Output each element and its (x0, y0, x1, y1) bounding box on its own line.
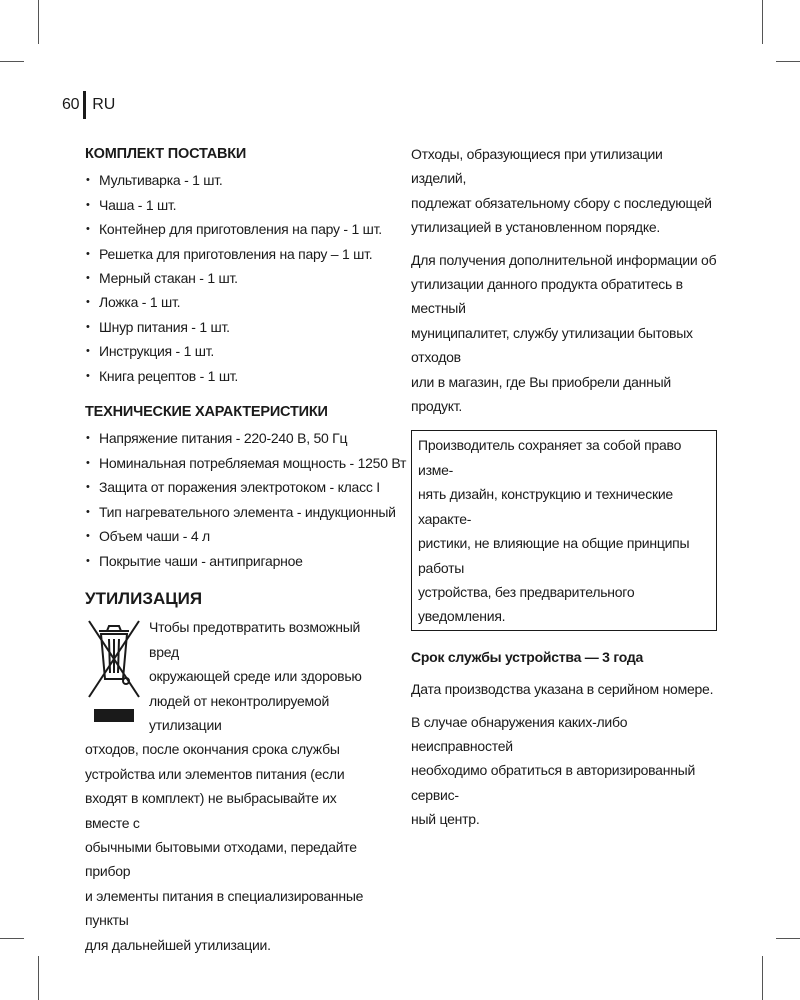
delivery-title: КОМПЛЕКТ ПОСТАВКИ (85, 146, 247, 162)
crop-mark (0, 61, 24, 62)
malfunction-paragraph: В случае обнаружения каких-либо неисправностей необходимо обратиться в авторизированный сервис- ный центр. (411, 713, 696, 828)
list-item: • Напряжение питания - 220-240 В, 50 Гц (85, 426, 383, 450)
header-divider (83, 91, 86, 119)
crop-mark (762, 956, 763, 1000)
crop-mark (38, 956, 39, 1000)
left-column (85, 142, 407, 957)
list-item: • Мультиварка - 1 шт. (85, 168, 383, 192)
list-item: • Шнур питания - 1 шт. (85, 315, 383, 339)
list-item: • Покрытие чаши - антипригарное (85, 549, 383, 573)
weee-bar (94, 709, 134, 722)
list-item: • Чаша - 1 шт. (85, 193, 383, 217)
disposal-block (85, 615, 383, 957)
crossed-out-wheelie-bin-icon (85, 617, 141, 731)
list-item: • Ложка - 1 шт. (85, 290, 383, 314)
list-item: • Книга рецептов - 1 шт. (85, 364, 383, 388)
list-item: • Мерный стакан - 1 шт. (85, 266, 383, 290)
crop-mark (776, 938, 800, 939)
info-paragraph: Для получения дополнительной информации об утилизации данного продукта обратитесь в местный муниципалитет, службу утилизации бытовых отходов или в магазин, где Вы приобрели данный продукт. (411, 251, 717, 415)
specs-list (85, 426, 407, 572)
list-item: • Защита от поражения электротоком - класс I (85, 475, 383, 499)
crop-mark (0, 938, 24, 939)
list-item: • Объем чаши - 4 л (85, 524, 383, 548)
delivery-list (85, 168, 383, 388)
list-item: • Инструкция - 1 шт. (85, 339, 383, 363)
page-number: 60 (62, 96, 80, 113)
language-label: RU (92, 96, 116, 113)
crop-mark (762, 0, 763, 44)
page-header (62, 91, 115, 119)
specs-title: ТЕХНИЧЕСКИЕ ХАРАКТЕРИСТИКИ (85, 404, 328, 421)
list-item: • Тип нагревательного элемента - индукционный (85, 500, 383, 524)
waste-paragraph: Отходы, образующиеся при утилизации изделий, подлежат обязательному сбору с последующей утилизацией в установленном порядке. (411, 146, 712, 236)
disposal-title: УТИЛИЗАЦИЯ (85, 588, 203, 608)
list-item: • Номинальная потребляемая мощность - 1250 Вт (85, 451, 383, 475)
right-column (411, 142, 717, 832)
production-date: Дата производства указана в серийном номере. (411, 681, 714, 698)
list-item: • Контейнер для приготовления на пару - 1 шт. (85, 217, 383, 241)
list-item: • Решетка для приготовления на пару – 1 шт. (85, 242, 383, 266)
crop-mark (38, 0, 39, 44)
crop-mark (776, 61, 800, 62)
manufacturer-notice-box: Производитель сохраняет за собой право изме- нять дизайн, конструкцию и технические характе- ристики, не влияющие на общие принципы работы устройства, без предварительного уведомления. (411, 430, 717, 630)
service-life: Срок службы устройства — 3 года (411, 648, 644, 665)
disposal-text: Чтобы предотвратить возможный вред окружающей среде или здоровью людей от неконтролируемой утилизации отходов, после окончания срока службы устройства или элементов питания (если входят в комплект) не выбрасывайте их вместе с обычными бытовыми отходами, передайте прибор и элементы питания в специализированные пункты для дальнейшей утилизации. (85, 619, 364, 953)
